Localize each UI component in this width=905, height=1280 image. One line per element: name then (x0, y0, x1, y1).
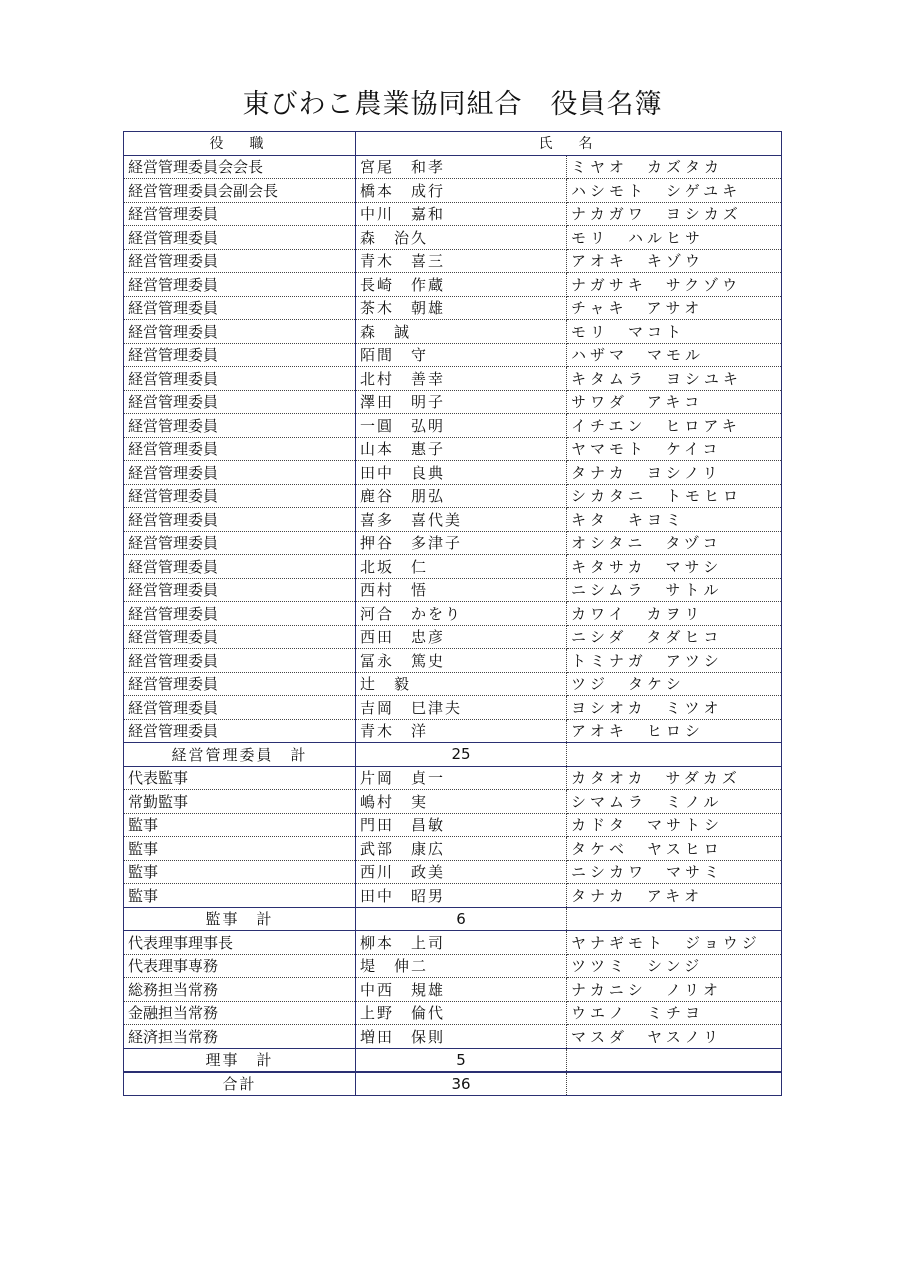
name-cell: 中川 嘉和 (356, 202, 567, 226)
name-cell: 喜多 喜代美 (356, 508, 567, 532)
kana-cell: タナカ ヨシノリ (567, 461, 782, 485)
kana-cell: カワイ カヲリ (567, 602, 782, 626)
kana-cell: アオキ キゾウ (567, 249, 782, 273)
kana-cell: ニシカワ マサミ (567, 860, 782, 884)
kana-cell: ハシモト シゲユキ (567, 179, 782, 203)
total-empty-cell (567, 1072, 782, 1096)
table-row (124, 249, 782, 273)
kana-cell: サワダ アキコ (567, 390, 782, 414)
name-cell: 澤田 明子 (356, 390, 567, 414)
position-cell: 総務担当常務 (124, 978, 356, 1002)
total-row (124, 1072, 782, 1096)
name-cell: 冨永 篤史 (356, 649, 567, 673)
name-cell: 増田 保則 (356, 1025, 567, 1049)
name-cell: 田中 良典 (356, 461, 567, 485)
table-row (124, 273, 782, 297)
kana-cell: キタムラ ヨシユキ (567, 367, 782, 391)
name-cell: 西川 政美 (356, 860, 567, 884)
table-row (124, 766, 782, 790)
kana-cell: ハザマ マモル (567, 343, 782, 367)
total-value: 36 (356, 1072, 567, 1096)
table-row (124, 1001, 782, 1025)
position-cell: 経営管理委員 (124, 320, 356, 344)
kana-cell: ヨシオカ ミツオ (567, 696, 782, 720)
name-cell: 嶋村 実 (356, 790, 567, 814)
kana-cell: ウエノ ミチヨ (567, 1001, 782, 1025)
kana-cell: ツツミ シンジ (567, 954, 782, 978)
table-row (124, 414, 782, 438)
name-cell: 武部 康広 (356, 837, 567, 861)
name-cell: 山本 惠子 (356, 437, 567, 461)
kana-cell: キタ キヨミ (567, 508, 782, 532)
table-row (124, 602, 782, 626)
name-cell: 西田 忠彦 (356, 625, 567, 649)
name-cell: 辻 毅 (356, 672, 567, 696)
kana-cell: マスダ ヤスノリ (567, 1025, 782, 1049)
table-row (124, 484, 782, 508)
subtotal-row (124, 743, 782, 767)
subtotal-value: 6 (356, 907, 567, 931)
kana-cell: チャキ アサオ (567, 296, 782, 320)
table-row (124, 555, 782, 579)
position-cell: 経営管理委員 (124, 296, 356, 320)
name-cell: 堤 伸二 (356, 954, 567, 978)
position-cell: 経営管理委員会副会長 (124, 179, 356, 203)
name-cell: 吉岡 巳津夫 (356, 696, 567, 720)
table-row (124, 813, 782, 837)
position-cell: 経営管理委員 (124, 390, 356, 414)
page-title: 東びわこ農業協同組合 役員名簿 (242, 89, 663, 120)
table-row (124, 367, 782, 391)
position-cell: 経営管理委員 (124, 719, 356, 743)
table-row (124, 649, 782, 673)
kana-cell: ニシムラ サトル (567, 578, 782, 602)
table-row (124, 202, 782, 226)
position-cell: 経営管理委員 (124, 555, 356, 579)
kana-cell: ナガサキ サクゾウ (567, 273, 782, 297)
name-cell: 片岡 貞一 (356, 766, 567, 790)
kana-cell: ヤナギモト ジョウジ (567, 931, 782, 955)
kana-cell: モリ ハルヒサ (567, 226, 782, 250)
subtotal-label: 経営管理委員 計 (124, 743, 356, 767)
name-cell: 森 誠 (356, 320, 567, 344)
subtotal-empty-cell (567, 1048, 782, 1072)
position-cell: 監事 (124, 860, 356, 884)
position-cell: 経営管理委員 (124, 696, 356, 720)
subtotal-row (124, 1048, 782, 1072)
position-cell: 経営管理委員 (124, 367, 356, 391)
position-cell: 経営管理委員 (124, 461, 356, 485)
name-cell: 青木 洋 (356, 719, 567, 743)
table-row (124, 531, 782, 555)
kana-cell: イチエン ヒロアキ (567, 414, 782, 438)
table-row (124, 1025, 782, 1049)
table-row (124, 860, 782, 884)
table-row (124, 625, 782, 649)
table-row (124, 719, 782, 743)
position-cell: 経営管理委員 (124, 226, 356, 250)
kana-cell: シカタニ トモヒロ (567, 484, 782, 508)
name-cell: 中西 規雄 (356, 978, 567, 1002)
table-row (124, 672, 782, 696)
kana-cell: カタオカ サダカズ (567, 766, 782, 790)
name-cell: 森 治久 (356, 226, 567, 250)
position-cell: 経済担当常務 (124, 1025, 356, 1049)
header-position: 役 職 (124, 132, 356, 156)
header-name: 氏 名 (356, 132, 782, 156)
table-row (124, 884, 782, 908)
table-row (124, 461, 782, 485)
table-row (124, 296, 782, 320)
table-row (124, 437, 782, 461)
table-row (124, 578, 782, 602)
name-cell: 橋本 成行 (356, 179, 567, 203)
name-cell: 押谷 多津子 (356, 531, 567, 555)
kana-cell: オシタニ タヅコ (567, 531, 782, 555)
kana-cell: ニシダ タダヒコ (567, 625, 782, 649)
position-cell: 監事 (124, 837, 356, 861)
position-cell: 経営管理委員 (124, 202, 356, 226)
kana-cell: キタサカ マサシ (567, 555, 782, 579)
name-cell: 上野 倫代 (356, 1001, 567, 1025)
kana-cell: モリ マコト (567, 320, 782, 344)
position-cell: 経営管理委員 (124, 578, 356, 602)
name-cell: 西村 悟 (356, 578, 567, 602)
position-cell: 経営管理委員 (124, 484, 356, 508)
subtotal-row (124, 907, 782, 931)
name-cell: 宮尾 和孝 (356, 155, 567, 179)
table-row (124, 508, 782, 532)
name-cell: 青木 喜三 (356, 249, 567, 273)
position-cell: 経営管理委員 (124, 602, 356, 626)
position-cell: 監事 (124, 884, 356, 908)
kana-cell: シマムラ ミノル (567, 790, 782, 814)
position-cell: 経営管理委員 (124, 508, 356, 532)
table-row (124, 226, 782, 250)
table-row (124, 931, 782, 955)
name-cell: 一圓 弘明 (356, 414, 567, 438)
table-row (124, 179, 782, 203)
kana-cell: トミナガ アツシ (567, 649, 782, 673)
table-row (124, 837, 782, 861)
position-cell: 経営管理委員会会長 (124, 155, 356, 179)
position-cell: 経営管理委員 (124, 249, 356, 273)
name-cell: 茶木 朝雄 (356, 296, 567, 320)
position-cell: 代表監事 (124, 766, 356, 790)
name-cell: 田中 昭男 (356, 884, 567, 908)
kana-cell: ナカガワ ヨシカズ (567, 202, 782, 226)
kana-cell: ナカニシ ノリオ (567, 978, 782, 1002)
name-cell: 陌間 守 (356, 343, 567, 367)
kana-cell: ヤマモト ケイコ (567, 437, 782, 461)
table-row (124, 978, 782, 1002)
kana-cell: タナカ アキオ (567, 884, 782, 908)
position-cell: 経営管理委員 (124, 625, 356, 649)
position-cell: 代表理事理事長 (124, 931, 356, 955)
name-cell: 長崎 作蔵 (356, 273, 567, 297)
position-cell: 監事 (124, 813, 356, 837)
subtotal-empty-cell (567, 743, 782, 767)
position-cell: 経営管理委員 (124, 273, 356, 297)
name-cell: 北村 善幸 (356, 367, 567, 391)
table-row (124, 790, 782, 814)
total-label: 合計 (124, 1072, 356, 1096)
position-cell: 経営管理委員 (124, 649, 356, 673)
kana-cell: アオキ ヒロシ (567, 719, 782, 743)
subtotal-value: 25 (356, 743, 567, 767)
table-header-row (124, 132, 782, 156)
subtotal-value: 5 (356, 1048, 567, 1072)
position-cell: 代表理事専務 (124, 954, 356, 978)
position-cell: 経営管理委員 (124, 437, 356, 461)
subtotal-label: 理事 計 (124, 1048, 356, 1072)
position-cell: 経営管理委員 (124, 672, 356, 696)
position-cell: 経営管理委員 (124, 531, 356, 555)
position-cell: 常勤監事 (124, 790, 356, 814)
officer-roster-table (123, 131, 782, 1096)
position-cell: 経営管理委員 (124, 414, 356, 438)
subtotal-empty-cell (567, 907, 782, 931)
name-cell: 鹿谷 朋弘 (356, 484, 567, 508)
roster-body (124, 132, 782, 1096)
table-row (124, 320, 782, 344)
name-cell: 北坂 仁 (356, 555, 567, 579)
kana-cell: カドタ マサトシ (567, 813, 782, 837)
name-cell: 河合 かをり (356, 602, 567, 626)
kana-cell: タケベ ヤスヒロ (567, 837, 782, 861)
table-row (124, 954, 782, 978)
kana-cell: ツジ タケシ (567, 672, 782, 696)
position-cell: 金融担当常務 (124, 1001, 356, 1025)
kana-cell: ミヤオ カズタカ (567, 155, 782, 179)
table-row (124, 343, 782, 367)
position-cell: 経営管理委員 (124, 343, 356, 367)
subtotal-label: 監事 計 (124, 907, 356, 931)
table-row (124, 155, 782, 179)
name-cell: 柳本 上司 (356, 931, 567, 955)
table-row (124, 390, 782, 414)
table-row (124, 696, 782, 720)
name-cell: 門田 昌敏 (356, 813, 567, 837)
